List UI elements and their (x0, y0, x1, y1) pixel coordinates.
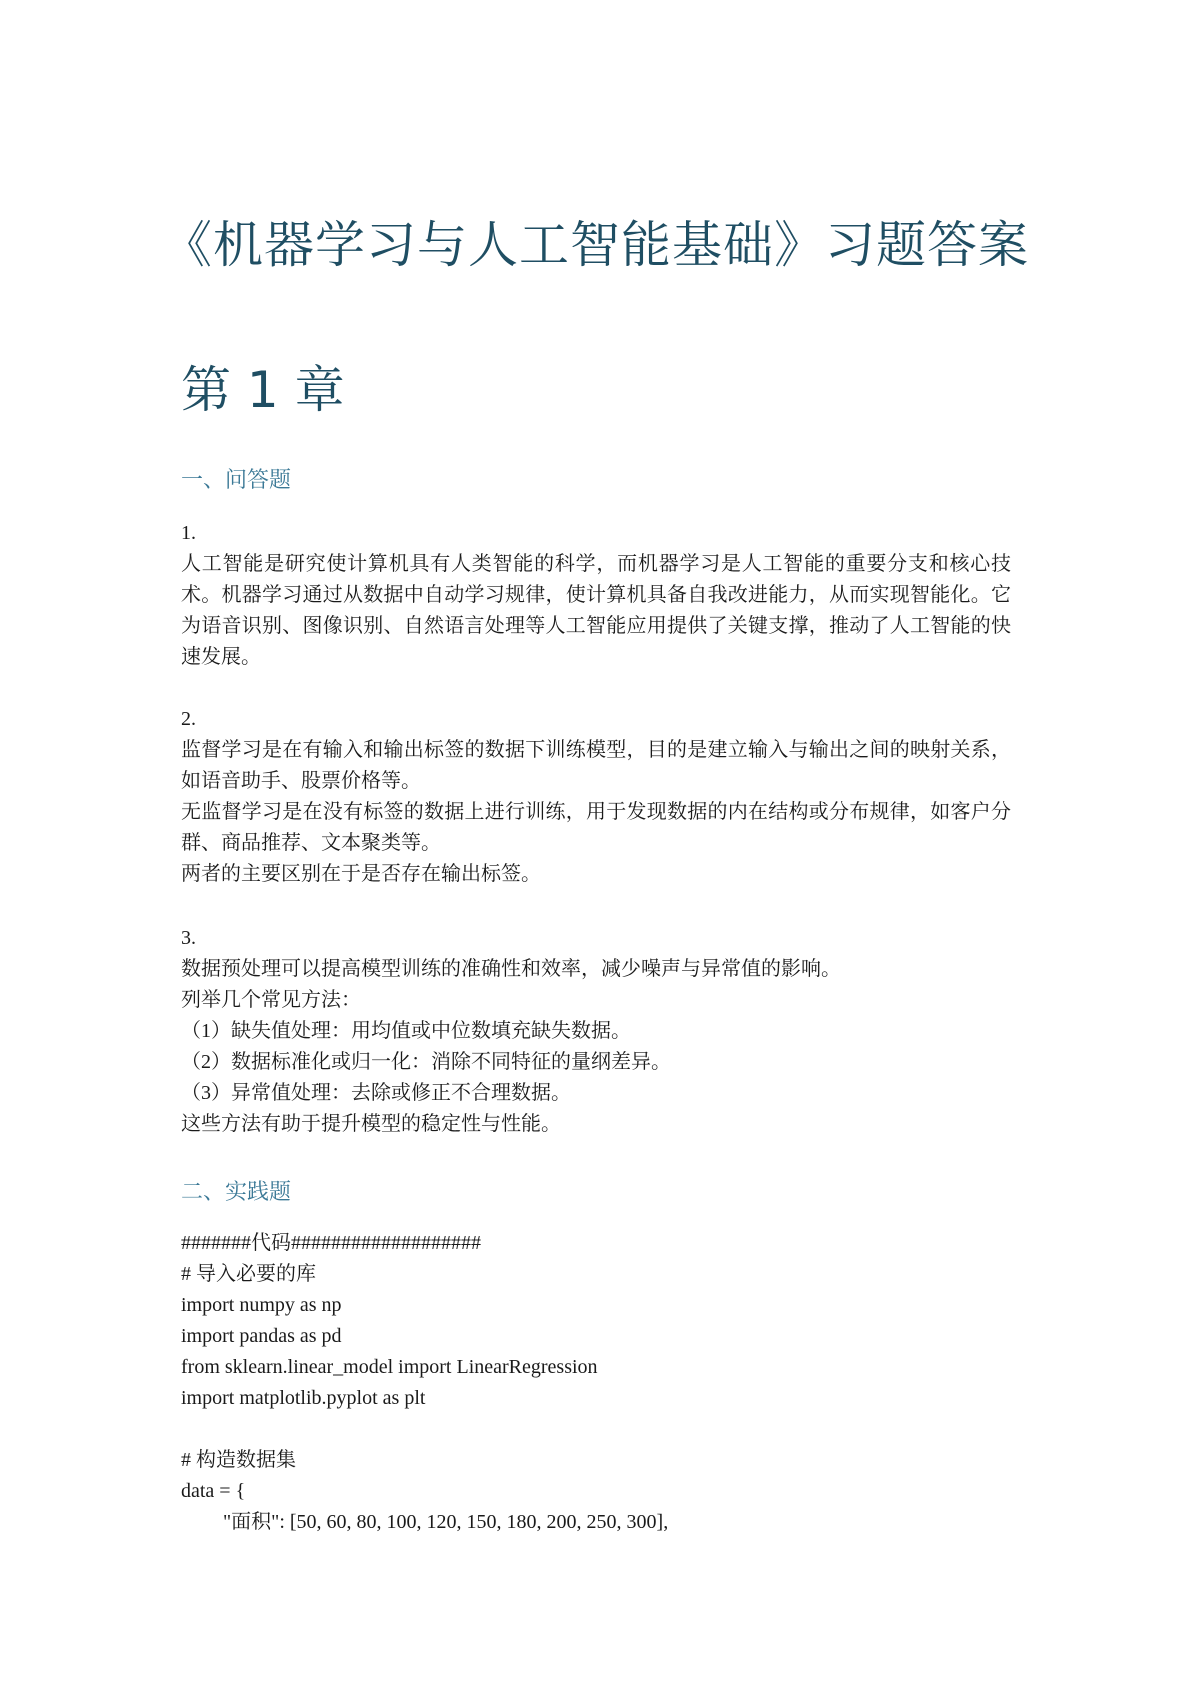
answer-paragraph: 无监督学习是在没有标签的数据上进行训练，用于发现数据的内在结构或分布规律，如客户分群、商品推荐、文本聚类等。 (181, 801, 1011, 854)
code-line (181, 1414, 1011, 1445)
question-3 (181, 923, 1011, 1140)
code-line: # 导入必要的库 (181, 1263, 316, 1285)
code-line: import numpy as np (181, 1294, 342, 1316)
question-1 (181, 518, 1011, 673)
answer-paragraph: 两者的主要区别在于是否存在输出标签。 (181, 863, 541, 885)
answer-list-item: （3）异常值处理：去除或修正不合理数据。 (181, 1082, 571, 1104)
chapter-heading: 第 1 章 (181, 361, 345, 419)
answer-list-item: （1）缺失值处理：用均值或中位数填充缺失数据。 (181, 1020, 631, 1042)
answer-paragraph: 这些方法有助于提升模型的稳定性与性能。 (181, 1113, 561, 1135)
answer-paragraph: 人工智能是研究使计算机具有人类智能的科学，而机器学习是人工智能的重要分支和核心技术。机器学习通过从数据中自动学习规律，使计算机具备自我改进能力，从而实现智能化。它为语音识别、图像识别、自然语言处理等人工智能应用提供了关键支撑，推动了人工智能的快速发展。 (181, 553, 1011, 668)
code-line: data = { (181, 1480, 246, 1502)
code-line: from sklearn.linear_model import LinearRegression (181, 1356, 598, 1378)
code-line: "面积": [50, 60, 80, 100, 120, 150, 180, 200, 250, 300], (223, 1511, 669, 1533)
question-number: 1. (181, 522, 196, 544)
answer-list-item: （2）数据标准化或归一化：消除不同特征的量纲差异。 (181, 1051, 671, 1073)
answer-paragraph: 列举几个常见方法： (181, 989, 361, 1011)
code-block (181, 1228, 1011, 1538)
question-2 (181, 704, 1011, 890)
document-title: 《机器学习与人工智能基础》习题答案 (162, 216, 1029, 274)
question-number: 3. (181, 927, 196, 949)
code-line: #######代码################### (181, 1232, 481, 1254)
code-line: import pandas as pd (181, 1325, 342, 1347)
code-line: # 构造数据集 (181, 1449, 296, 1471)
answer-paragraph: 监督学习是在有输入和输出标签的数据下训练模型，目的是建立输入与输出之间的映射关系，如语音助手、股票价格等。 (181, 739, 1011, 792)
section-heading-practice: 二、实践题 (181, 1180, 292, 1205)
answer-paragraph: 数据预处理可以提高模型训练的准确性和效率，减少噪声与异常值的影响。 (181, 958, 841, 980)
section-heading-qa: 一、问答题 (181, 468, 292, 493)
code-line: import matplotlib.pyplot as plt (181, 1387, 426, 1409)
question-number: 2. (181, 708, 196, 730)
